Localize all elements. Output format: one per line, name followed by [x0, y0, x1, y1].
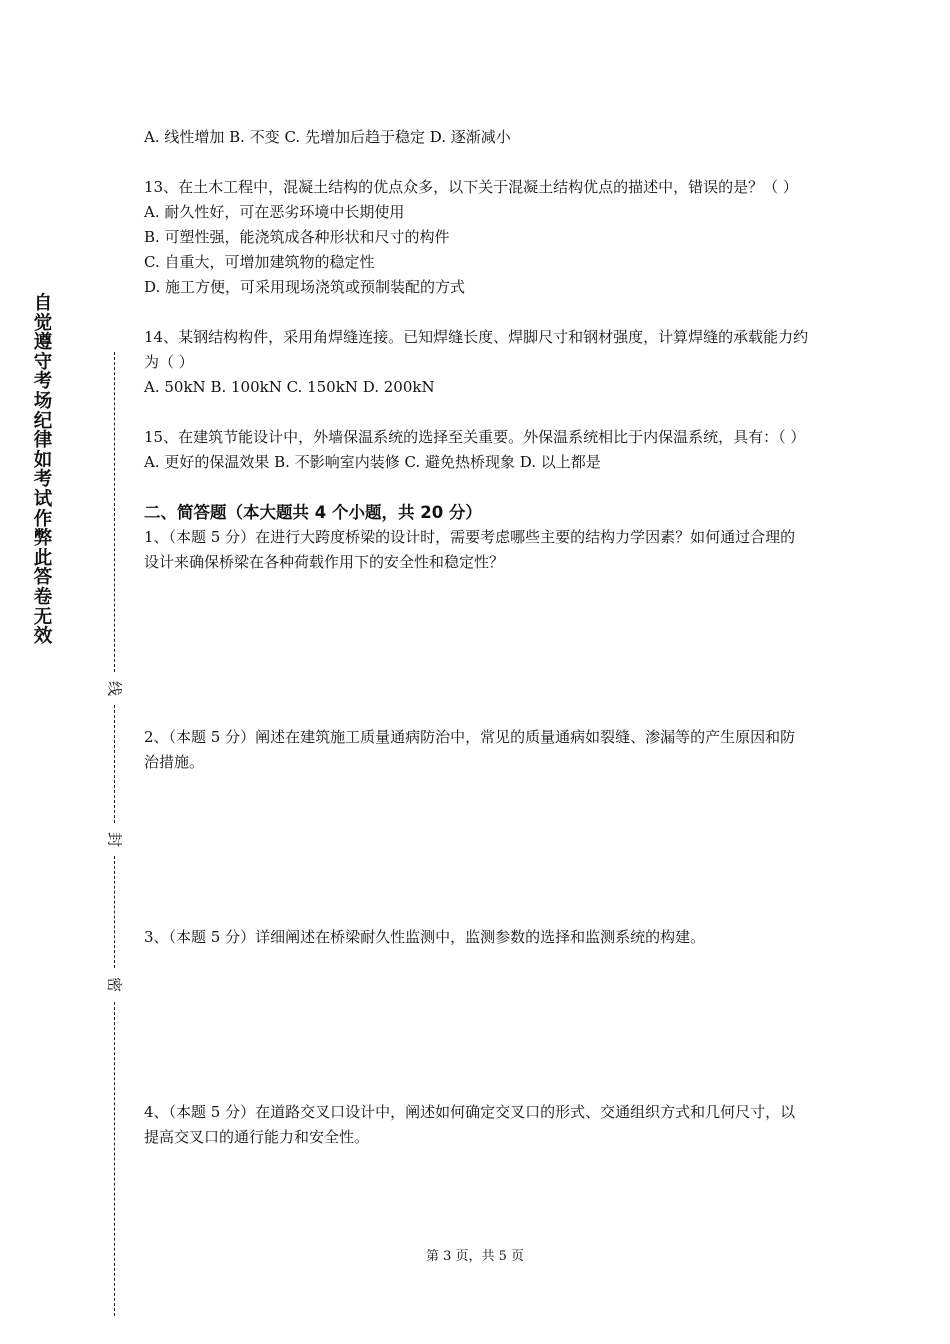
short-answer-2 [144, 725, 810, 925]
binding-line-segment [114, 705, 115, 823]
section-2-title: 二、简答题（本大题共 4 个小题，共 20 分） [144, 503, 482, 522]
answer-space[interactable] [144, 775, 810, 925]
binding-line-segment [114, 352, 115, 672]
q15-options: A. 更好的保温效果 B. 不影响室内装修 C. 避免热桥现象 D. 以上都是 [144, 453, 601, 471]
q13-stem: 13、在土木工程中，混凝土结构的优点众多，以下关于混凝土结构优点的描述中，错误的是？（ ） [144, 178, 798, 196]
question-13 [144, 175, 810, 300]
short-answer-3 [144, 925, 810, 1100]
binding-char-xian: 线 [105, 680, 124, 696]
short-answer-1-text: 1、（本题 5 分）在进行大跨度桥梁的设计时，需要考虑哪些主要的结构力学因素？如何通过合理的设计来确保桥梁在各种荷载作用下的安全性和稳定性？ [144, 528, 796, 571]
short-answer-3-text: 3、（本题 5 分）详细阐述在桥梁耐久性监测中，监测参数的选择和监测系统的构建。 [144, 928, 706, 946]
side-notice: 自觉遵守考场纪律如考试作弊此答卷无效 [33, 293, 53, 648]
question-15 [144, 425, 810, 475]
short-answer-4-text: 4、（本题 5 分）在道路交叉口设计中，阐述如何确定交叉口的形式、交通组织方式和几何尺寸，以提高交叉口的通行能力和安全性。 [144, 1103, 796, 1146]
q14-options: A. 50kN B. 100kN C. 150kN D. 200kN [144, 378, 435, 396]
binding-line-segment [114, 856, 115, 968]
q13-option-b: B. 可塑性强，能浇筑成各种形状和尺寸的构件 [144, 228, 450, 246]
short-answer-2-text: 2、（本题 5 分）阐述在建筑施工质量通病防治中，常见的质量通病如裂缝、渗漏等的产生原因和防治措施。 [144, 728, 796, 771]
q13-option-d: D. 施工方便，可采用现场浇筑或预制装配的方式 [144, 278, 466, 296]
answer-space[interactable] [144, 575, 810, 725]
q15-stem: 15、在建筑节能设计中，外墙保温系统的选择至关重要。外保温系统相比于内保温系统，具有：（ ） [144, 428, 806, 446]
page-footer: 第 3 页，共 5 页 [425, 1249, 525, 1264]
short-answer-1 [144, 525, 810, 725]
binding-char-mi: 密 [105, 976, 124, 992]
answer-space[interactable] [144, 950, 810, 1100]
short-answer-4 [144, 1100, 810, 1150]
q13-option-a: A. 耐久性好，可在恶劣环境中长期使用 [144, 203, 405, 221]
exam-content [144, 125, 810, 1150]
q14-stem: 14、某钢结构构件，采用角焊缝连接。已知焊缝长度、焊脚尺寸和钢材强度，计算焊缝的承载能力约为（ ） [144, 328, 809, 371]
q12-options: A. 线性增加 B. 不变 C. 先增加后趋于稳定 D. 逐渐减小 [144, 128, 511, 146]
question-14 [144, 325, 810, 400]
binding-line-segment [114, 1002, 115, 1316]
q13-option-c: C. 自重大，可增加建筑物的稳定性 [144, 253, 375, 271]
binding-char-feng: 封 [105, 831, 124, 847]
